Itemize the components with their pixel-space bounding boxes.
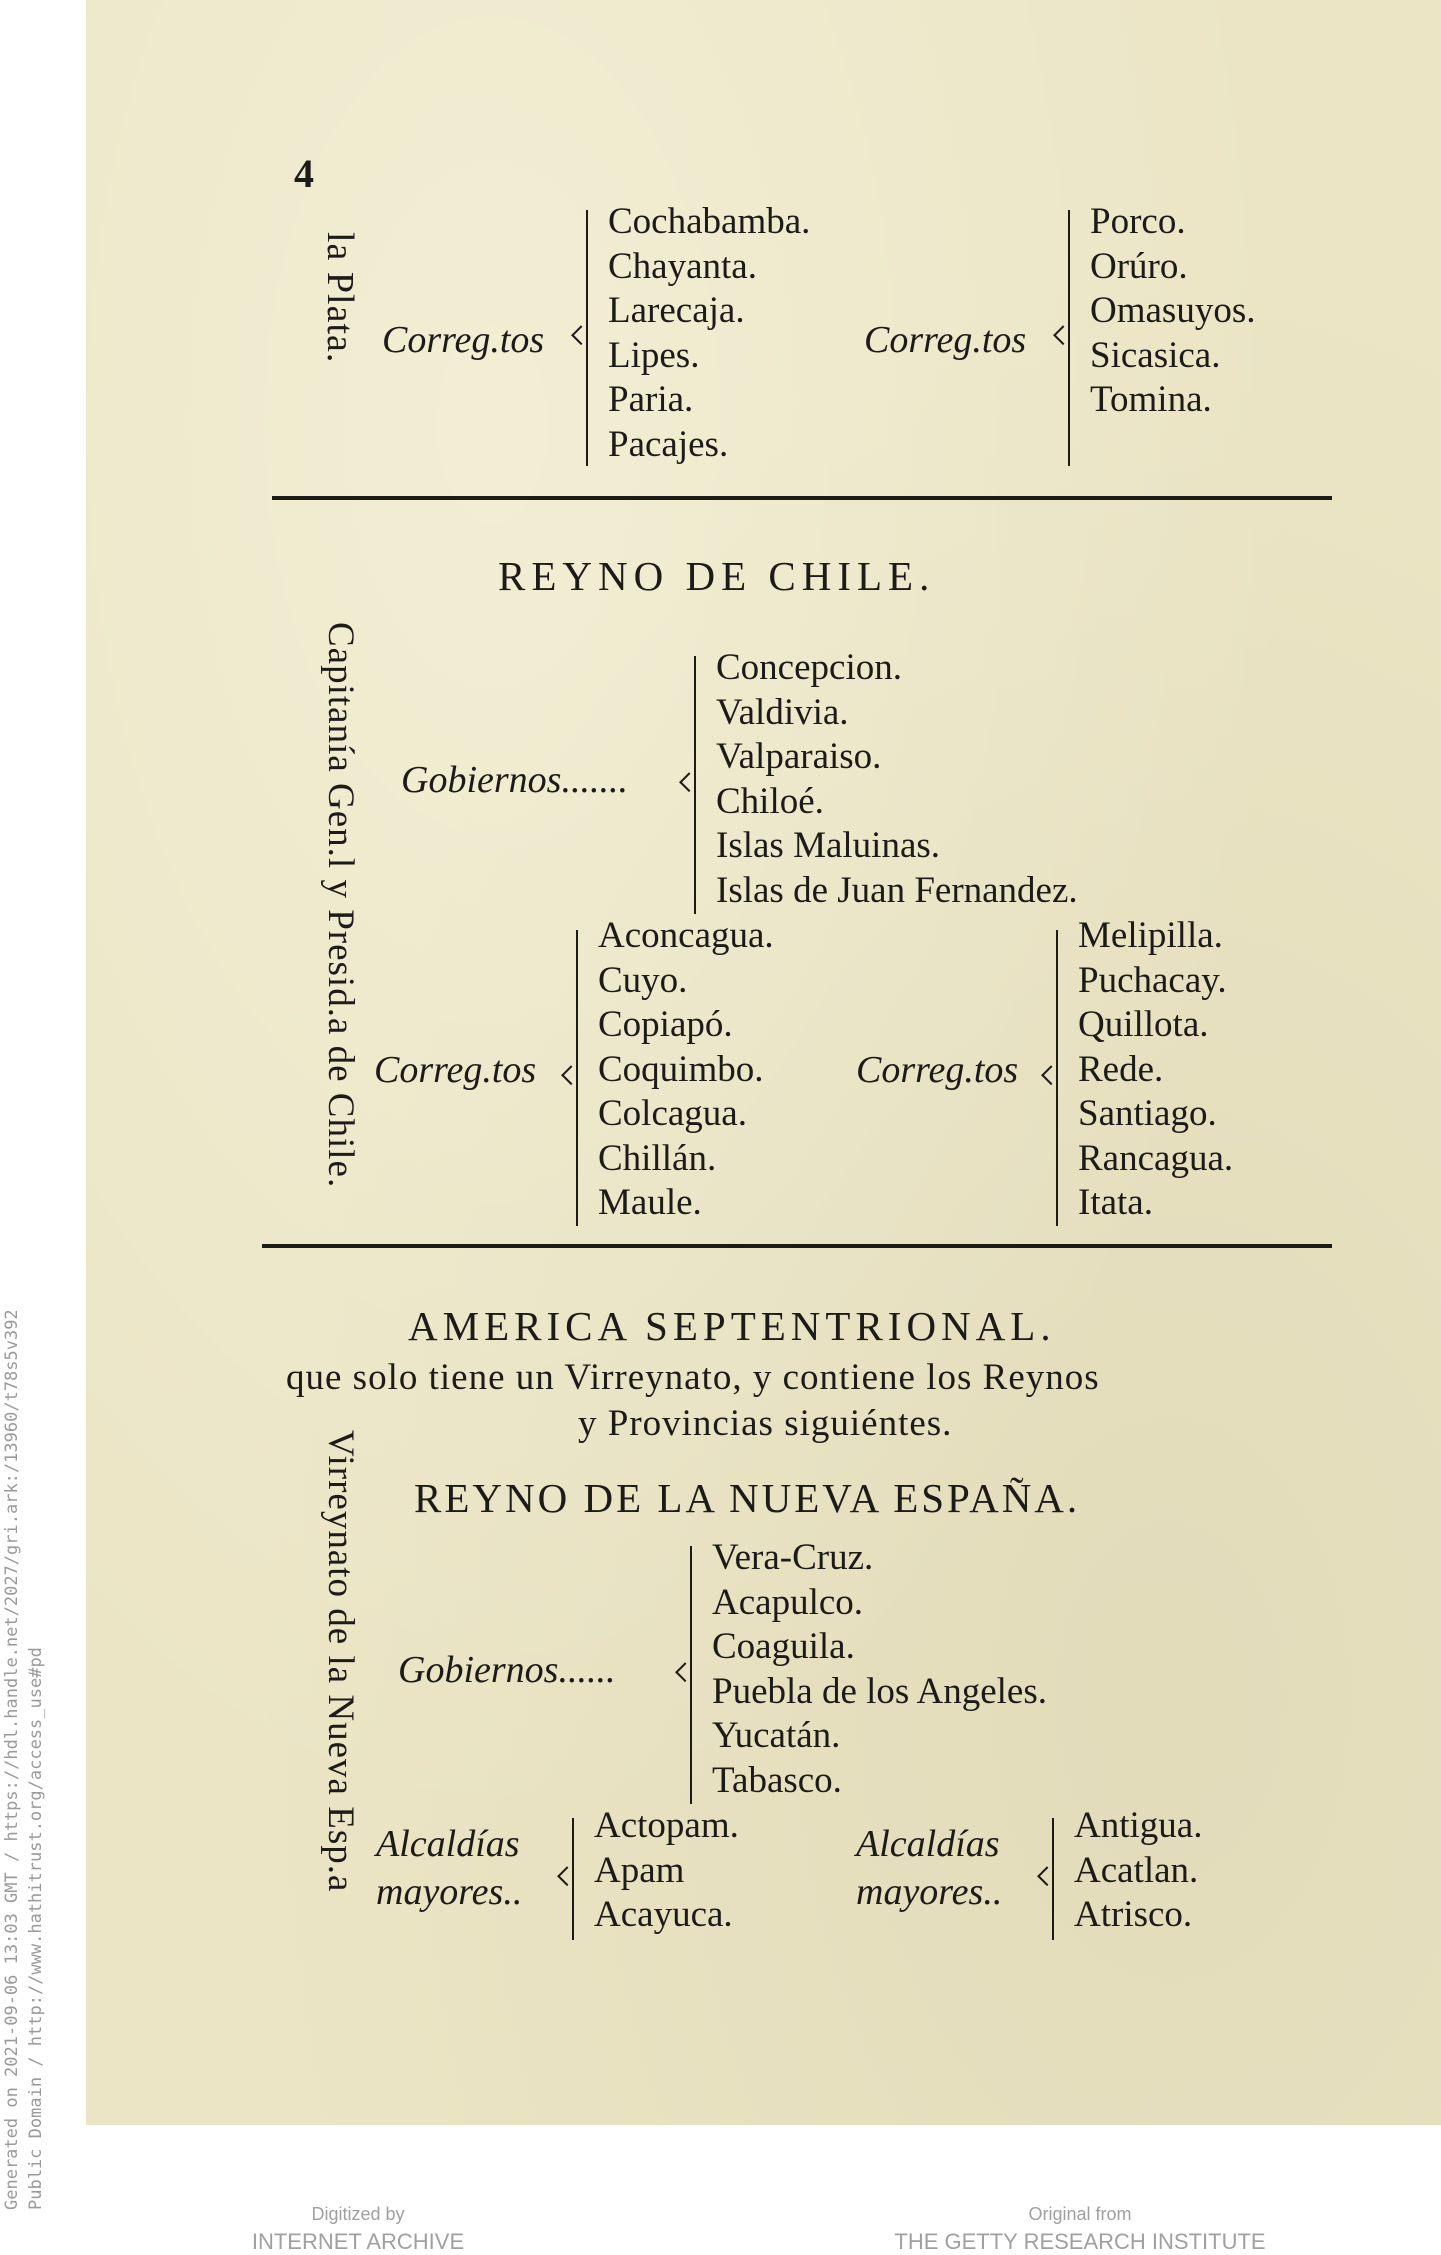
list-item: Vera-Cruz. <box>712 1537 874 1578</box>
list-item: Melipilla. <box>1078 915 1223 956</box>
alcaldias-label-right-2: mayores.. <box>856 1871 1003 1913</box>
list-item: Sicasica. <box>1090 334 1221 376</box>
list-item: Acapulco. <box>712 1581 864 1623</box>
correg-label-plata-right: Correg.tos <box>864 319 1027 361</box>
list-item: Acayuca. <box>594 1894 733 1935</box>
provenance-line-1: Generated on 2021-09-06 13:03 GMT / https://hdl.handle.net/2027/gri.ark:/13960/t78s5v392 <box>2 1309 22 2210</box>
list-item: Atrisco. <box>1074 1894 1193 1935</box>
footer-digitized-small: Digitized by <box>311 2204 405 2224</box>
list-item: Antigua. <box>1074 1805 1203 1846</box>
list-item: Puebla de los Angeles. <box>712 1670 1048 1712</box>
list-item: Concepcion. <box>716 647 902 688</box>
list-item: Maule. <box>598 1182 702 1223</box>
list-nueva-espana-gobiernos <box>712 1536 1047 1803</box>
list-item: Omasuyos. <box>1090 290 1256 331</box>
list-item: Cuyo. <box>598 959 688 1001</box>
list-item: Chayanta. <box>608 245 757 287</box>
brace-plata-left <box>586 210 588 466</box>
side-label-plata: la Plata. <box>319 232 361 364</box>
list-item: Tomina. <box>1090 379 1212 420</box>
list-item: Aconcagua. <box>598 915 774 956</box>
brace-plata-right <box>1068 210 1070 466</box>
gobiernos-label-nueva-espana: Gobiernos...... <box>398 1649 616 1691</box>
list-item: Larecaja. <box>608 290 745 331</box>
correg-label-chile-right: Correg.tos <box>856 1049 1019 1091</box>
list-item: Coaguila. <box>712 1626 855 1667</box>
list-chile-right <box>1078 914 1233 1226</box>
list-item: Copiapó. <box>598 1004 733 1045</box>
list-item: Itata. <box>1078 1182 1153 1223</box>
list-item: Acatlan. <box>1074 1849 1199 1891</box>
list-item: Puchacay. <box>1078 959 1227 1001</box>
alcaldias-label-left-2: mayores.. <box>376 1871 523 1913</box>
brace-chile-gobiernos <box>694 656 696 914</box>
brace-chile-left <box>576 930 578 1226</box>
list-item: Lipes. <box>608 334 700 376</box>
list-item: Colcagua. <box>598 1093 747 1134</box>
heading-america: AMERICA SEPTENTRIONAL. <box>408 1303 1056 1349</box>
provenance-stamp <box>0 1309 48 2210</box>
list-item: Yucatán. <box>712 1715 841 1756</box>
list-item: Paria. <box>608 379 694 420</box>
america-subtitle-2: y Provincias siguiéntes. <box>578 1403 953 1444</box>
alcaldias-label-left-1: Alcaldías <box>376 1823 520 1865</box>
page-number: 4 <box>294 151 314 196</box>
brace-nueva-espana-gobiernos <box>690 1546 692 1804</box>
list-item: Orúro. <box>1090 245 1188 287</box>
list-item: Santiago. <box>1078 1093 1217 1134</box>
list-item: Rancagua. <box>1078 1137 1234 1179</box>
list-item: Chillán. <box>598 1137 717 1179</box>
list-item: Valparaiso. <box>716 736 882 777</box>
scanned-page <box>86 0 1441 2125</box>
list-item: Islas Maluinas. <box>716 825 941 866</box>
correg-label-chile-left: Correg.tos <box>374 1049 537 1091</box>
footer-digitized <box>238 2204 478 2255</box>
list-alcaldias-right <box>1074 1804 1202 1938</box>
footer-original-big: THE GETTY RESEARCH INSTITUTE <box>894 2229 1266 2254</box>
provenance-line-2: Public Domain / http://www.hathitrust.org/access_use#pd <box>26 1647 46 2210</box>
list-chile-gobiernos <box>716 646 1078 913</box>
side-label-nueva-espana: Virreynato de la Nueva Esp.a <box>320 1430 361 1893</box>
gobiernos-label-chile: Gobiernos....... <box>401 759 628 801</box>
list-alcaldias-left <box>594 1804 739 1938</box>
brace-alcaldias-left <box>572 1818 574 1940</box>
list-item: Coquimbo. <box>598 1048 764 1090</box>
list-item: Actopam. <box>594 1805 739 1846</box>
list-plata-left <box>608 200 810 467</box>
list-chile-left <box>598 914 774 1226</box>
list-item: Pacajes. <box>608 423 729 465</box>
list-item: Cochabamba. <box>608 201 811 242</box>
list-plata-right <box>1090 200 1255 423</box>
section-divider-1 <box>272 496 1332 500</box>
list-item: Quillota. <box>1078 1004 1209 1045</box>
brace-chile-right <box>1056 930 1058 1226</box>
heading-chile: REYNO DE CHILE. <box>498 553 936 599</box>
heading-nueva-espana: REYNO DE LA NUEVA ESPAÑA. <box>414 1475 1081 1521</box>
list-item: Chiloé. <box>716 780 824 822</box>
list-item: Apam <box>594 1849 685 1891</box>
list-item: Rede. <box>1078 1048 1164 1090</box>
list-item: Islas de Juan Fernandez. <box>716 869 1078 911</box>
america-subtitle-1: que solo tiene un Virreynato, y contiene los Reynos <box>286 1357 1100 1398</box>
list-item: Valdivia. <box>716 691 849 733</box>
footer-original <box>880 2204 1280 2255</box>
footer-original-small: Original from <box>1028 2204 1132 2224</box>
brace-alcaldias-right <box>1052 1818 1054 1940</box>
section-divider-2 <box>262 1244 1332 1248</box>
footer-digitized-big: INTERNET ARCHIVE <box>251 2229 465 2254</box>
list-item: Porco. <box>1090 201 1186 242</box>
correg-label-plata-left: Correg.tos <box>382 319 545 361</box>
list-item: Tabasco. <box>712 1759 842 1801</box>
alcaldias-label-right-1: Alcaldías <box>856 1823 1000 1865</box>
side-label-chile: Capitanía Gen.l y Presid.a de Chile. <box>320 622 361 1189</box>
